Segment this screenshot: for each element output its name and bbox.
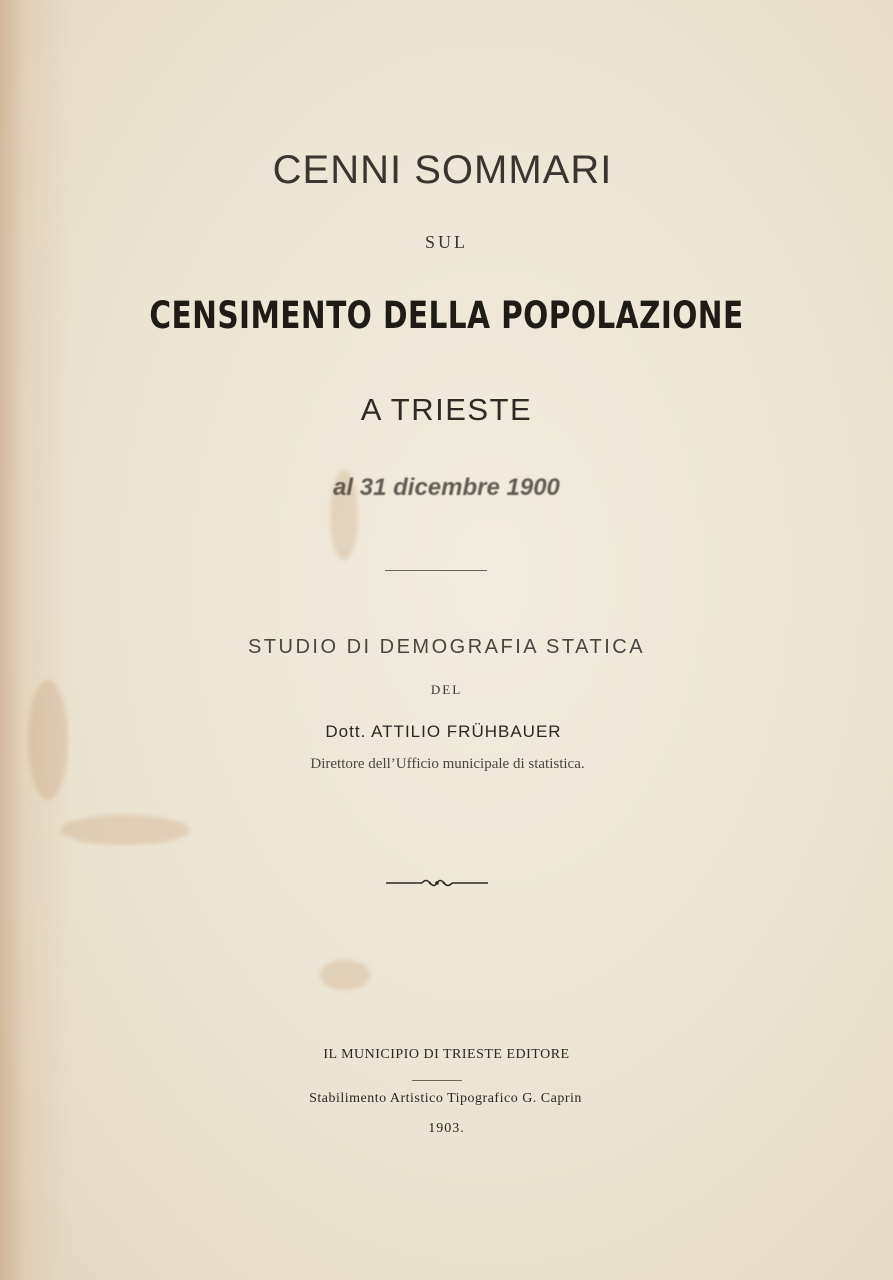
title-connector: SUL bbox=[424, 232, 468, 252]
title-line-2: CENSIMENTO DELLA POPOLAZIONE bbox=[149, 294, 744, 337]
title-line-3: A TRIESTE bbox=[360, 392, 533, 427]
divider-rule bbox=[385, 570, 487, 571]
subtitle: STUDIO DI DEMOGRAFIA STATICA bbox=[247, 636, 646, 658]
imprint-rule bbox=[412, 1080, 462, 1081]
author-role: Direttore dell’Ufficio municipale di statistica. bbox=[310, 756, 585, 772]
author-name: Dott. ATTILIO FRÜHBAUER bbox=[325, 722, 562, 741]
census-date: al 31 dicembre 1900 bbox=[333, 474, 560, 501]
title-line-1: CENNI SOMMARI bbox=[272, 148, 613, 192]
by-line: DEL bbox=[430, 682, 463, 697]
fleuron-ornament-icon bbox=[386, 874, 488, 892]
publisher: IL MUNICIPIO DI TRIESTE EDITORE bbox=[323, 1047, 570, 1062]
printer: Stabilimento Artistico Tipografico G. Caprin bbox=[309, 1091, 582, 1106]
publication-year: 1903. bbox=[428, 1121, 465, 1136]
foxing-stain bbox=[320, 960, 370, 990]
foxing-stain bbox=[60, 815, 190, 845]
